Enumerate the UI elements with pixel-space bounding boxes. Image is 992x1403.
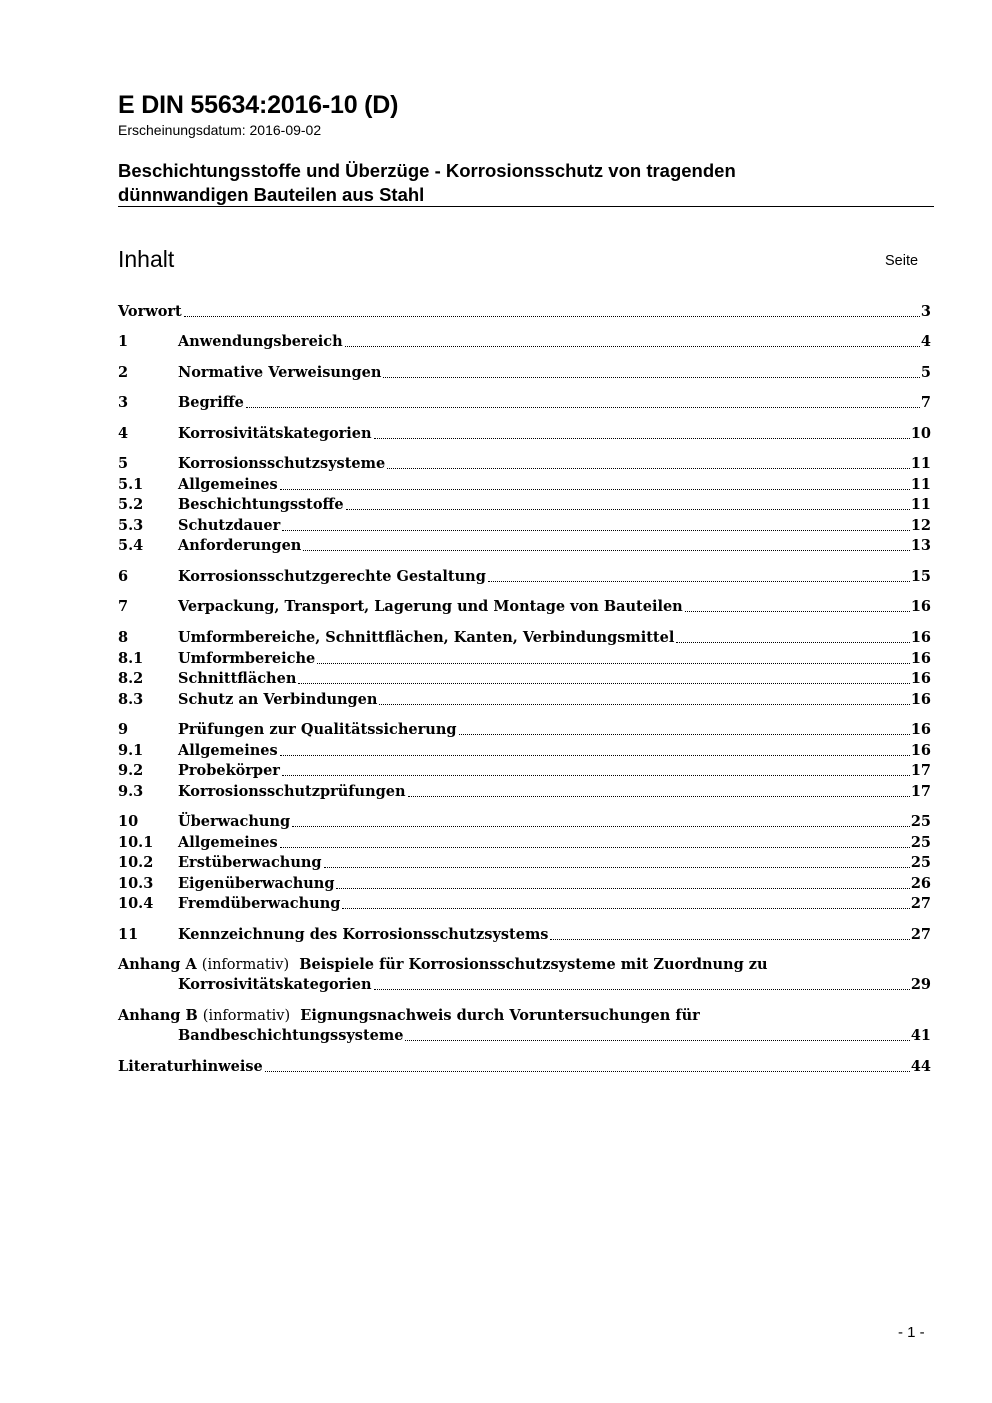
- toc-entry[interactable]: [118, 536, 931, 556]
- toc-entry-title: Korrosionsschutzsysteme: [178, 455, 386, 472]
- toc-entry-number: 5.1: [118, 476, 144, 493]
- toc-entry-page: 5: [920, 364, 931, 381]
- toc-entry[interactable]: [118, 669, 931, 689]
- toc-entry[interactable]: [118, 649, 931, 669]
- toc-entry-number: 4: [118, 425, 129, 442]
- toc-entry[interactable]: [118, 833, 931, 853]
- toc-entry-number: 8.1: [118, 650, 144, 667]
- leader-dots: [280, 833, 910, 848]
- toc-entry[interactable]: [118, 516, 931, 536]
- toc-entry-page: 17: [910, 783, 931, 800]
- toc-entry-title: Schnittflächen: [178, 670, 297, 687]
- toc-entry[interactable]: [118, 475, 931, 495]
- toc-entry-page: 41: [910, 1027, 931, 1044]
- toc-entry[interactable]: [118, 597, 931, 617]
- toc-entry-page: 27: [910, 926, 931, 943]
- toc-entry-title: Umformbereiche, Schnittflächen, Kanten, Verbindungsmittel: [178, 629, 675, 646]
- toc-entry[interactable]: [118, 782, 931, 802]
- leader-dots: [324, 853, 910, 868]
- toc-entry-page: 11: [910, 455, 931, 472]
- leader-dots: [342, 894, 909, 909]
- toc-entry-page: 25: [910, 834, 931, 851]
- toc-entry-page: 16: [910, 670, 931, 687]
- toc-entry-title: Prüfungen zur Qualitätssicherung: [178, 721, 457, 738]
- toc-entry-title: Beschichtungsstoffe: [178, 496, 344, 513]
- toc-entry[interactable]: [118, 894, 931, 914]
- document-title: [118, 159, 918, 207]
- toc-entry-page: 12: [910, 517, 931, 534]
- toc-entry-number: 1: [118, 333, 129, 350]
- toc-entry-page: 16: [910, 598, 931, 615]
- toc-entry-title: Schutzdauer: [178, 517, 281, 534]
- toc-entry[interactable]: [118, 332, 931, 352]
- toc-entry[interactable]: [118, 424, 931, 444]
- toc-entry-title: Anwendungsbereich: [178, 333, 343, 350]
- toc-entry-page: 17: [910, 762, 931, 779]
- toc-entry[interactable]: [118, 393, 931, 413]
- toc-entry[interactable]: [118, 812, 931, 832]
- annex-title-line-2: Bandbeschichtungssysteme: [178, 1027, 404, 1044]
- toc-entry-title: Vorwort: [118, 303, 182, 320]
- toc-entry-page: 7: [920, 394, 931, 411]
- toc-entry-title: Fremdüberwachung: [178, 895, 341, 912]
- toc-entry-title: Schutz an Verbindungen: [178, 691, 378, 708]
- toc-entry-title: Verpackung, Transport, Lagerung und Montage von Bauteilen: [178, 598, 683, 615]
- toc-entry-page: 16: [910, 742, 931, 759]
- toc-entry[interactable]: [118, 454, 931, 474]
- document-id: E DIN 55634:2016-10 (D): [118, 91, 399, 119]
- toc-entry[interactable]: [118, 761, 931, 781]
- leader-dots: [383, 363, 920, 378]
- toc-entry-number: 9.3: [118, 783, 144, 800]
- toc-entry-page: 16: [910, 629, 931, 646]
- toc-entry-number: 5: [118, 455, 129, 472]
- toc-entry[interactable]: [118, 874, 931, 894]
- toc-entry-number: 2: [118, 364, 129, 381]
- toc-entry-number: 5.2: [118, 496, 144, 513]
- toc-entry-number: 11: [118, 926, 139, 943]
- leader-dots: [345, 332, 920, 347]
- toc-entry-page: 13: [910, 537, 931, 554]
- toc-entry[interactable]: [118, 495, 931, 515]
- leader-dots: [685, 597, 910, 612]
- toc-entry-number: 9: [118, 721, 129, 738]
- toc-entry-number: 7: [118, 598, 129, 615]
- toc-entry[interactable]: [118, 925, 931, 945]
- leader-dots: [292, 812, 910, 827]
- leader-dots: [184, 302, 920, 317]
- document-title-line-1: Beschichtungsstoffe und Überzüge - Korrosionsschutz von tragenden: [118, 160, 736, 181]
- toc-entry-page: 44: [910, 1058, 931, 1075]
- annex-info: (informativ): [201, 957, 290, 973]
- toc-entry-title: Korrosionsschutzgerechte Gestaltung: [178, 568, 486, 585]
- document-title-line-2: dünnwandigen Bauteilen aus Stahl: [118, 184, 425, 205]
- toc-entry-title: Anforderungen: [178, 537, 302, 554]
- page-number: - 1 -: [898, 1324, 925, 1341]
- toc-entry-title: Korrosivitätskategorien: [178, 425, 372, 442]
- toc-page-column-label: Seite: [885, 253, 919, 269]
- leader-dots: [379, 690, 909, 705]
- toc-entry-title: Erstüberwachung: [178, 854, 322, 871]
- toc-entry-bibliography[interactable]: [118, 1057, 931, 1077]
- toc-entry-page: 10: [910, 425, 931, 442]
- toc-entry-title: Korrosionsschutzprüfungen: [178, 783, 406, 800]
- toc-entry-number: 8: [118, 629, 129, 646]
- toc-entry-number: 10: [118, 813, 139, 830]
- leader-dots: [346, 495, 910, 510]
- annex-info: (informativ): [202, 1008, 291, 1024]
- toc-entry-vorwort[interactable]: [118, 302, 931, 322]
- toc-entry[interactable]: [118, 853, 931, 873]
- toc-entry-title: Allgemeines: [178, 476, 278, 493]
- toc-entry-number: 10.1: [118, 834, 154, 851]
- toc-entry-page: 11: [910, 476, 931, 493]
- toc-entry-number: 8.2: [118, 670, 144, 687]
- toc-entry-page: 16: [910, 650, 931, 667]
- leader-dots: [405, 1026, 909, 1041]
- toc-entry-number: 10.4: [118, 895, 154, 912]
- annex-title-line-1: Eignungsnachweis durch Voruntersuchungen für: [300, 1007, 700, 1024]
- toc-entry-title: Eigenüberwachung: [178, 875, 335, 892]
- toc-entry-title: Literaturhinweise: [118, 1058, 263, 1075]
- toc-entry-title: Allgemeines: [178, 834, 278, 851]
- toc-entry-page: 27: [910, 895, 931, 912]
- leader-dots: [280, 741, 910, 756]
- publication-date: Erscheinungsdatum: 2016-09-02: [118, 122, 322, 138]
- toc-entry-page: 25: [910, 813, 931, 830]
- toc-annex-b[interactable]: [118, 1006, 931, 1046]
- title-divider: [118, 206, 934, 207]
- toc-entry-number: 10.2: [118, 854, 154, 871]
- leader-dots: [336, 874, 909, 889]
- toc-entry-page: 29: [910, 976, 931, 993]
- toc-entry-title: Allgemeines: [178, 742, 278, 759]
- leader-dots: [282, 516, 910, 531]
- leader-dots: [298, 669, 909, 684]
- leader-dots: [282, 761, 910, 776]
- leader-dots: [488, 567, 910, 582]
- leader-dots: [374, 975, 910, 990]
- leader-dots: [303, 536, 909, 551]
- leader-dots: [676, 628, 909, 643]
- leader-dots: [387, 454, 910, 469]
- toc-entry-number: 5.3: [118, 517, 144, 534]
- leader-dots: [408, 782, 910, 797]
- toc-entry[interactable]: [118, 628, 931, 648]
- toc-entry-number: 10.3: [118, 875, 154, 892]
- toc-entry-number: 3: [118, 394, 129, 411]
- toc-entry-page: 16: [910, 721, 931, 738]
- toc-heading: Inhalt: [118, 246, 175, 272]
- leader-dots: [374, 424, 910, 439]
- toc-entry[interactable]: [118, 363, 931, 383]
- toc-entry[interactable]: [118, 720, 931, 740]
- toc-entry[interactable]: [118, 741, 931, 761]
- annex-title-line-2: Korrosivitätskategorien: [178, 976, 372, 993]
- leader-dots: [317, 649, 910, 664]
- toc-entry-number: 8.3: [118, 691, 144, 708]
- toc-entry-title: Überwachung: [178, 813, 291, 830]
- leader-dots: [280, 475, 910, 490]
- toc-entry-number: 9.2: [118, 762, 144, 779]
- toc-entry-title: Kennzeichnung des Korrosionsschutzsystems: [178, 926, 549, 943]
- annex-label: Anhang B: [118, 1007, 198, 1024]
- toc-entry-page: 3: [920, 303, 931, 320]
- toc-entry[interactable]: [118, 690, 931, 710]
- toc-entry-page: 26: [910, 875, 931, 892]
- toc-annex-a[interactable]: [118, 955, 931, 995]
- toc-entry-title: Begriffe: [178, 394, 244, 411]
- leader-dots: [459, 720, 910, 735]
- toc-entry-page: 11: [910, 496, 931, 513]
- leader-dots: [265, 1057, 910, 1072]
- toc-entry-title: Umformbereiche: [178, 650, 316, 667]
- toc-entry-number: 5.4: [118, 537, 144, 554]
- toc-entry-number: 9.1: [118, 742, 144, 759]
- toc-entry-title: Probekörper: [178, 762, 280, 779]
- annex-title-line-1: Beispiele für Korrosionsschutzsysteme mit Zuordnung zu: [299, 956, 768, 973]
- toc-entry-page: 25: [910, 854, 931, 871]
- leader-dots: [246, 393, 920, 408]
- toc-entry-number: 6: [118, 568, 129, 585]
- toc-entry-page: 15: [910, 568, 931, 585]
- toc-entry-page: 16: [910, 691, 931, 708]
- toc-entry[interactable]: [118, 567, 931, 587]
- leader-dots: [550, 925, 909, 940]
- annex-label: Anhang A: [118, 956, 197, 973]
- toc-entry-title: Normative Verweisungen: [178, 364, 382, 381]
- toc-entry-page: 4: [920, 333, 931, 350]
